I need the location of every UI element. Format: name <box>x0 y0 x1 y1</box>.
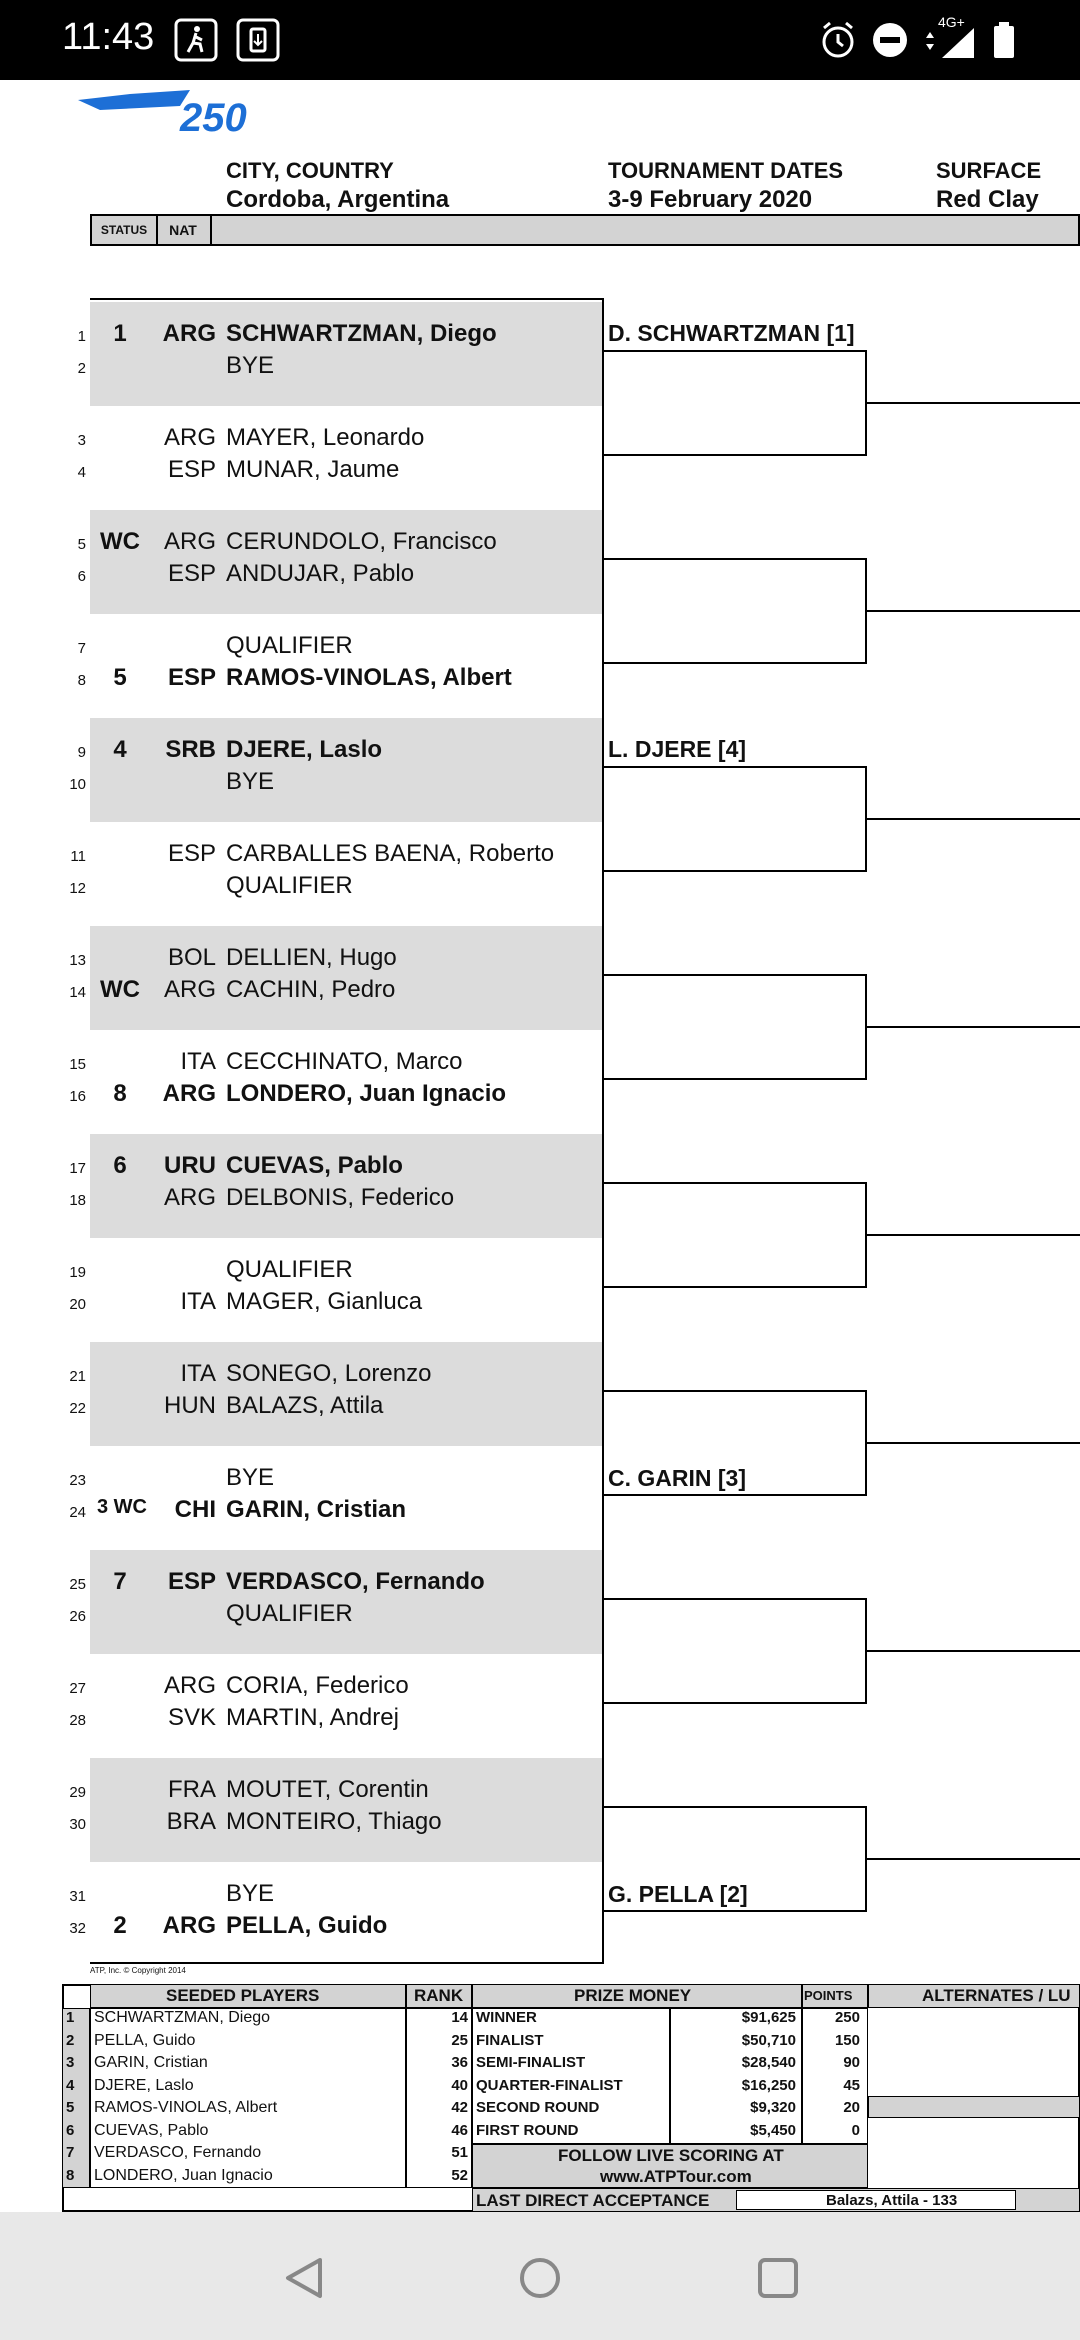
player-name: BYE <box>226 352 275 379</box>
player-nationality: ESP <box>167 664 216 691</box>
seed-number: 1 <box>66 2009 75 2026</box>
player-nationality: SRB <box>165 736 216 763</box>
seeded-player-rank: 46 <box>451 2121 468 2139</box>
seeded-player-rank: 52 <box>451 2166 468 2184</box>
surface-value: Red Clay <box>936 186 1039 213</box>
clock: 11:43 <box>62 16 155 58</box>
bracket-line <box>602 870 867 872</box>
draw-position: 11 <box>70 848 86 865</box>
back-icon[interactable] <box>282 2256 326 2300</box>
bracket-line <box>865 1442 1080 1444</box>
player-name: DJERE, Laslo <box>226 736 383 763</box>
prize-money-header: PRIZE MONEY <box>574 1986 692 2005</box>
draw-position: 1 <box>77 328 86 345</box>
player-nationality: ARG <box>162 1912 216 1939</box>
accessibility-icon <box>174 18 218 62</box>
recents-icon[interactable] <box>756 2256 800 2300</box>
bracket-line <box>602 1078 867 1080</box>
bracket-line <box>602 974 867 976</box>
bracket-line <box>602 454 867 456</box>
seed-status: 5 <box>113 664 127 691</box>
bracket-line <box>90 1962 603 1964</box>
player-nationality: ESP <box>167 456 216 483</box>
prize-amount: $91,625 <box>741 2009 796 2026</box>
bracket-line <box>602 662 867 664</box>
draw-position: 7 <box>77 640 86 657</box>
draw-position: 20 <box>69 1296 86 1313</box>
city-label: CITY, COUNTRY <box>226 158 394 183</box>
draw-position: 13 <box>69 952 86 969</box>
alternates-header: ALTERNATES / LU <box>922 1986 1071 2005</box>
seeded-player-name: GARIN, Cristian <box>94 2054 208 2071</box>
player-name: ANDUJAR, Pablo <box>226 560 415 587</box>
ranking-points: 20 <box>843 2099 860 2116</box>
battery-icon <box>992 20 1016 60</box>
player-name: MONTEIRO, Thiago <box>226 1808 442 1835</box>
draw-position: 2 <box>77 360 86 377</box>
draw-position: 29 <box>69 1784 86 1801</box>
draw-position: 9 <box>77 744 86 761</box>
player-name: QUALIFIER <box>226 1256 353 1283</box>
player-nationality: FRA <box>168 1776 216 1803</box>
draw-position: 5 <box>77 536 86 553</box>
second-round-winner: L. DJERE [4] <box>608 736 747 762</box>
draw-position: 28 <box>69 1712 86 1729</box>
player-name: BYE <box>226 1880 275 1907</box>
second-round-winner: G. PELLA [2] <box>608 1881 748 1907</box>
player-nationality: ARG <box>162 1080 216 1107</box>
bracket-line <box>865 1026 1080 1028</box>
prize-amount: $16,250 <box>741 2076 796 2094</box>
player-name: GARIN, Cristian <box>226 1496 407 1523</box>
column-header-bar <box>90 214 1080 246</box>
draw-position: 12 <box>69 880 86 897</box>
player-name: CARBALLES BAENA, Roberto <box>226 840 555 867</box>
player-name: SCHWARTZMAN, Diego <box>226 320 497 347</box>
download-icon <box>236 18 280 62</box>
player-nationality: ESP <box>167 560 216 587</box>
player-nationality: SVK <box>167 1704 216 1731</box>
player-name: CERUNDOLO, Francisco <box>226 528 497 555</box>
draw-position: 18 <box>69 1192 86 1209</box>
status-bar <box>0 0 1080 80</box>
ranking-points: 90 <box>843 2054 860 2071</box>
bracket-line <box>865 1858 1080 1860</box>
nat-column-header: NAT <box>156 216 212 244</box>
ranking-points: 45 <box>843 2076 860 2094</box>
atp-250-logo: 250 <box>70 80 270 140</box>
prize-round: QUARTER-FINALIST <box>476 2076 623 2094</box>
dates-label: TOURNAMENT DATES <box>608 158 844 183</box>
draw-position: 4 <box>77 464 86 481</box>
seed-number: 2 <box>66 2031 75 2049</box>
player-nationality: ARG <box>162 320 216 347</box>
dates-value: 3-9 February 2020 <box>608 186 813 213</box>
seed-status: WC <box>100 976 140 1003</box>
prize-amount: $50,710 <box>741 2031 796 2049</box>
do-not-disturb-icon <box>872 22 908 58</box>
signal-icon <box>922 26 978 60</box>
copyright: ATP, Inc. © Copyright 2014 <box>90 1966 186 1975</box>
player-nationality: URU <box>164 1152 216 1179</box>
match-band <box>90 718 603 822</box>
player-name: CUEVAS, Pablo <box>226 1152 403 1179</box>
draw-position: 25 <box>69 1576 86 1593</box>
prize-round: SECOND ROUND <box>476 2099 600 2116</box>
draw-position: 6 <box>77 568 86 585</box>
player-name: DELLIEN, Hugo <box>226 944 397 971</box>
draw-position: 24 <box>69 1504 86 1521</box>
ranking-points: 150 <box>834 2031 860 2049</box>
last-direct-label: LAST DIRECT ACCEPTANCE <box>476 2191 710 2210</box>
seed-number: 5 <box>66 2099 75 2116</box>
bracket-line <box>602 1182 867 1184</box>
draw-position: 21 <box>69 1368 86 1385</box>
seeded-player-name: CUEVAS, Pablo <box>94 2121 209 2139</box>
alarm-icon <box>818 20 858 60</box>
seed-number: 3 <box>66 2054 75 2071</box>
seed-status: 2 <box>113 1912 127 1939</box>
player-nationality: ARG <box>163 1184 216 1211</box>
player-name: QUALIFIER <box>226 632 353 659</box>
prize-round: FIRST ROUND <box>476 2121 579 2139</box>
seed-status: 1 <box>113 320 127 347</box>
draw-position: 17 <box>69 1160 86 1177</box>
player-nationality: BRA <box>166 1808 216 1835</box>
rank-header: RANK <box>414 1986 464 2005</box>
atp-website: www.ATPTour.com <box>600 2167 752 2186</box>
player-name: SONEGO, Lorenzo <box>226 1360 432 1387</box>
prize-round: WINNER <box>476 2009 537 2026</box>
player-nationality: ARG <box>163 1672 216 1699</box>
player-nationality: ESP <box>167 840 216 867</box>
bracket-line <box>602 350 867 352</box>
home-icon[interactable] <box>518 2256 562 2300</box>
seeded-player-name: PELLA, Guido <box>94 2031 196 2049</box>
player-name: CORIA, Federico <box>226 1672 409 1699</box>
bracket-line <box>865 1650 1080 1652</box>
player-nationality: ITA <box>180 1360 216 1387</box>
second-round-winner: D. SCHWARTZMAN [1] <box>608 320 855 346</box>
seeded-player-rank: 42 <box>451 2099 468 2116</box>
navigation-bar <box>0 2212 1080 2340</box>
player-nationality: ITA <box>180 1048 216 1075</box>
prize-amount: $28,540 <box>741 2054 796 2071</box>
match-band <box>90 302 603 406</box>
bracket-line <box>865 610 1080 612</box>
seeded-player-name: SCHWARTZMAN, Diego <box>94 2009 271 2026</box>
status-column-header: STATUS <box>92 216 158 244</box>
seeded-player-name: LONDERO, Juan Ignacio <box>94 2166 273 2184</box>
player-name: VERDASCO, Fernando <box>226 1568 485 1595</box>
player-name: CACHIN, Pedro <box>226 976 396 1003</box>
seed-number: 6 <box>66 2121 75 2139</box>
prize-amount: $9,320 <box>750 2099 796 2116</box>
draw-position: 31 <box>69 1888 86 1905</box>
player-nationality: ARG <box>163 424 216 451</box>
player-name: BALAZS, Attila <box>226 1392 384 1419</box>
ranking-points: 250 <box>834 2009 860 2026</box>
draw-position: 23 <box>69 1472 86 1489</box>
seeded-player-name: RAMOS-VINOLAS, Albert <box>94 2099 278 2116</box>
player-name: MUNAR, Jaume <box>226 456 400 483</box>
network-type: 4G+ <box>938 14 965 30</box>
seeded-player-name: DJERE, Laslo <box>94 2076 194 2094</box>
bracket-line <box>602 1910 867 1912</box>
bracket-line <box>602 1806 867 1808</box>
draw-position: 16 <box>69 1088 86 1105</box>
player-name: CECCHINATO, Marco <box>226 1048 463 1075</box>
draw-position: 27 <box>69 1680 86 1697</box>
draw-position: 22 <box>69 1400 86 1417</box>
seeded-player-rank: 40 <box>451 2076 468 2094</box>
bracket-line <box>865 818 1080 820</box>
seed-status: 7 <box>113 1568 127 1595</box>
draw-position: 19 <box>69 1264 86 1281</box>
seeded-player-rank: 51 <box>451 2144 468 2161</box>
prize-round: FINALIST <box>476 2031 544 2049</box>
player-name: MAGER, Gianluca <box>226 1288 423 1315</box>
player-nationality: ITA <box>180 1288 216 1315</box>
player-name: MARTIN, Andrej <box>226 1704 399 1731</box>
draw-position: 15 <box>69 1056 86 1073</box>
bracket-line <box>602 1494 867 1496</box>
draw-position: 8 <box>77 672 86 689</box>
second-round-winner: C. GARIN [3] <box>608 1465 746 1491</box>
seeded-player-rank: 25 <box>451 2031 468 2049</box>
bracket-line <box>602 298 604 1964</box>
surface-label: SURFACE <box>936 158 1042 183</box>
player-name: DELBONIS, Federico <box>226 1184 455 1211</box>
seed-status: WC <box>100 528 140 555</box>
player-nationality: HUN <box>164 1392 216 1419</box>
city-value: Cordoba, Argentina <box>226 186 450 213</box>
draw-position: 14 <box>69 984 86 1001</box>
draw-position: 3 <box>77 432 86 449</box>
player-nationality: ESP <box>167 1568 216 1595</box>
draw-position: 10 <box>69 776 86 793</box>
prize-round: SEMI-FINALIST <box>476 2054 586 2071</box>
bracket-line <box>865 1234 1080 1236</box>
seed-status: 8 <box>113 1080 127 1107</box>
seed-number: 4 <box>66 2076 75 2094</box>
seeded-player-rank: 14 <box>451 2009 468 2026</box>
player-name: MAYER, Leonardo <box>226 424 425 451</box>
draw-position: 30 <box>69 1816 86 1833</box>
player-name: QUALIFIER <box>226 1600 353 1627</box>
bracket-line <box>90 298 603 300</box>
ranking-points: 0 <box>851 2121 860 2139</box>
bracket-line <box>602 766 867 768</box>
prize-amount: $5,450 <box>750 2121 796 2139</box>
player-name: LONDERO, Juan Ignacio <box>226 1080 507 1107</box>
seed-number: 7 <box>66 2144 75 2161</box>
player-name: PELLA, Guido <box>226 1912 388 1939</box>
seeded-player-rank: 36 <box>451 2054 468 2071</box>
last-direct-value: Balazs, Attila - 133 <box>826 2192 958 2209</box>
bracket-line <box>602 1390 867 1392</box>
player-nationality: CHI <box>174 1496 216 1523</box>
player-name: MOUTET, Corentin <box>226 1776 429 1803</box>
draw-position: 32 <box>69 1920 86 1937</box>
player-name: QUALIFIER <box>226 872 353 899</box>
seeded-player-name: VERDASCO, Fernando <box>94 2144 262 2161</box>
seed-status: 3 WC <box>97 1496 147 1518</box>
seed-status: 6 <box>113 1152 127 1179</box>
follow-live-text: FOLLOW LIVE SCORING AT <box>558 2146 784 2165</box>
bracket-line <box>602 1286 867 1288</box>
seeded-players-header: SEEDED PLAYERS <box>166 1986 320 2005</box>
player-nationality: ARG <box>163 528 216 555</box>
bracket-line <box>602 1702 867 1704</box>
draw-position: 26 <box>69 1608 86 1625</box>
player-name: BYE <box>226 768 275 795</box>
seed-status: 4 <box>113 736 127 763</box>
player-nationality: BOL <box>167 944 216 971</box>
player-name: BYE <box>226 1464 275 1491</box>
bracket-line <box>602 1598 867 1600</box>
bracket-line <box>602 558 867 560</box>
bracket-line <box>865 402 1080 404</box>
player-name: RAMOS-VINOLAS, Albert <box>226 664 512 691</box>
points-header: POINTS <box>804 1988 853 2003</box>
seed-number: 8 <box>66 2166 75 2184</box>
player-nationality: ARG <box>163 976 216 1003</box>
